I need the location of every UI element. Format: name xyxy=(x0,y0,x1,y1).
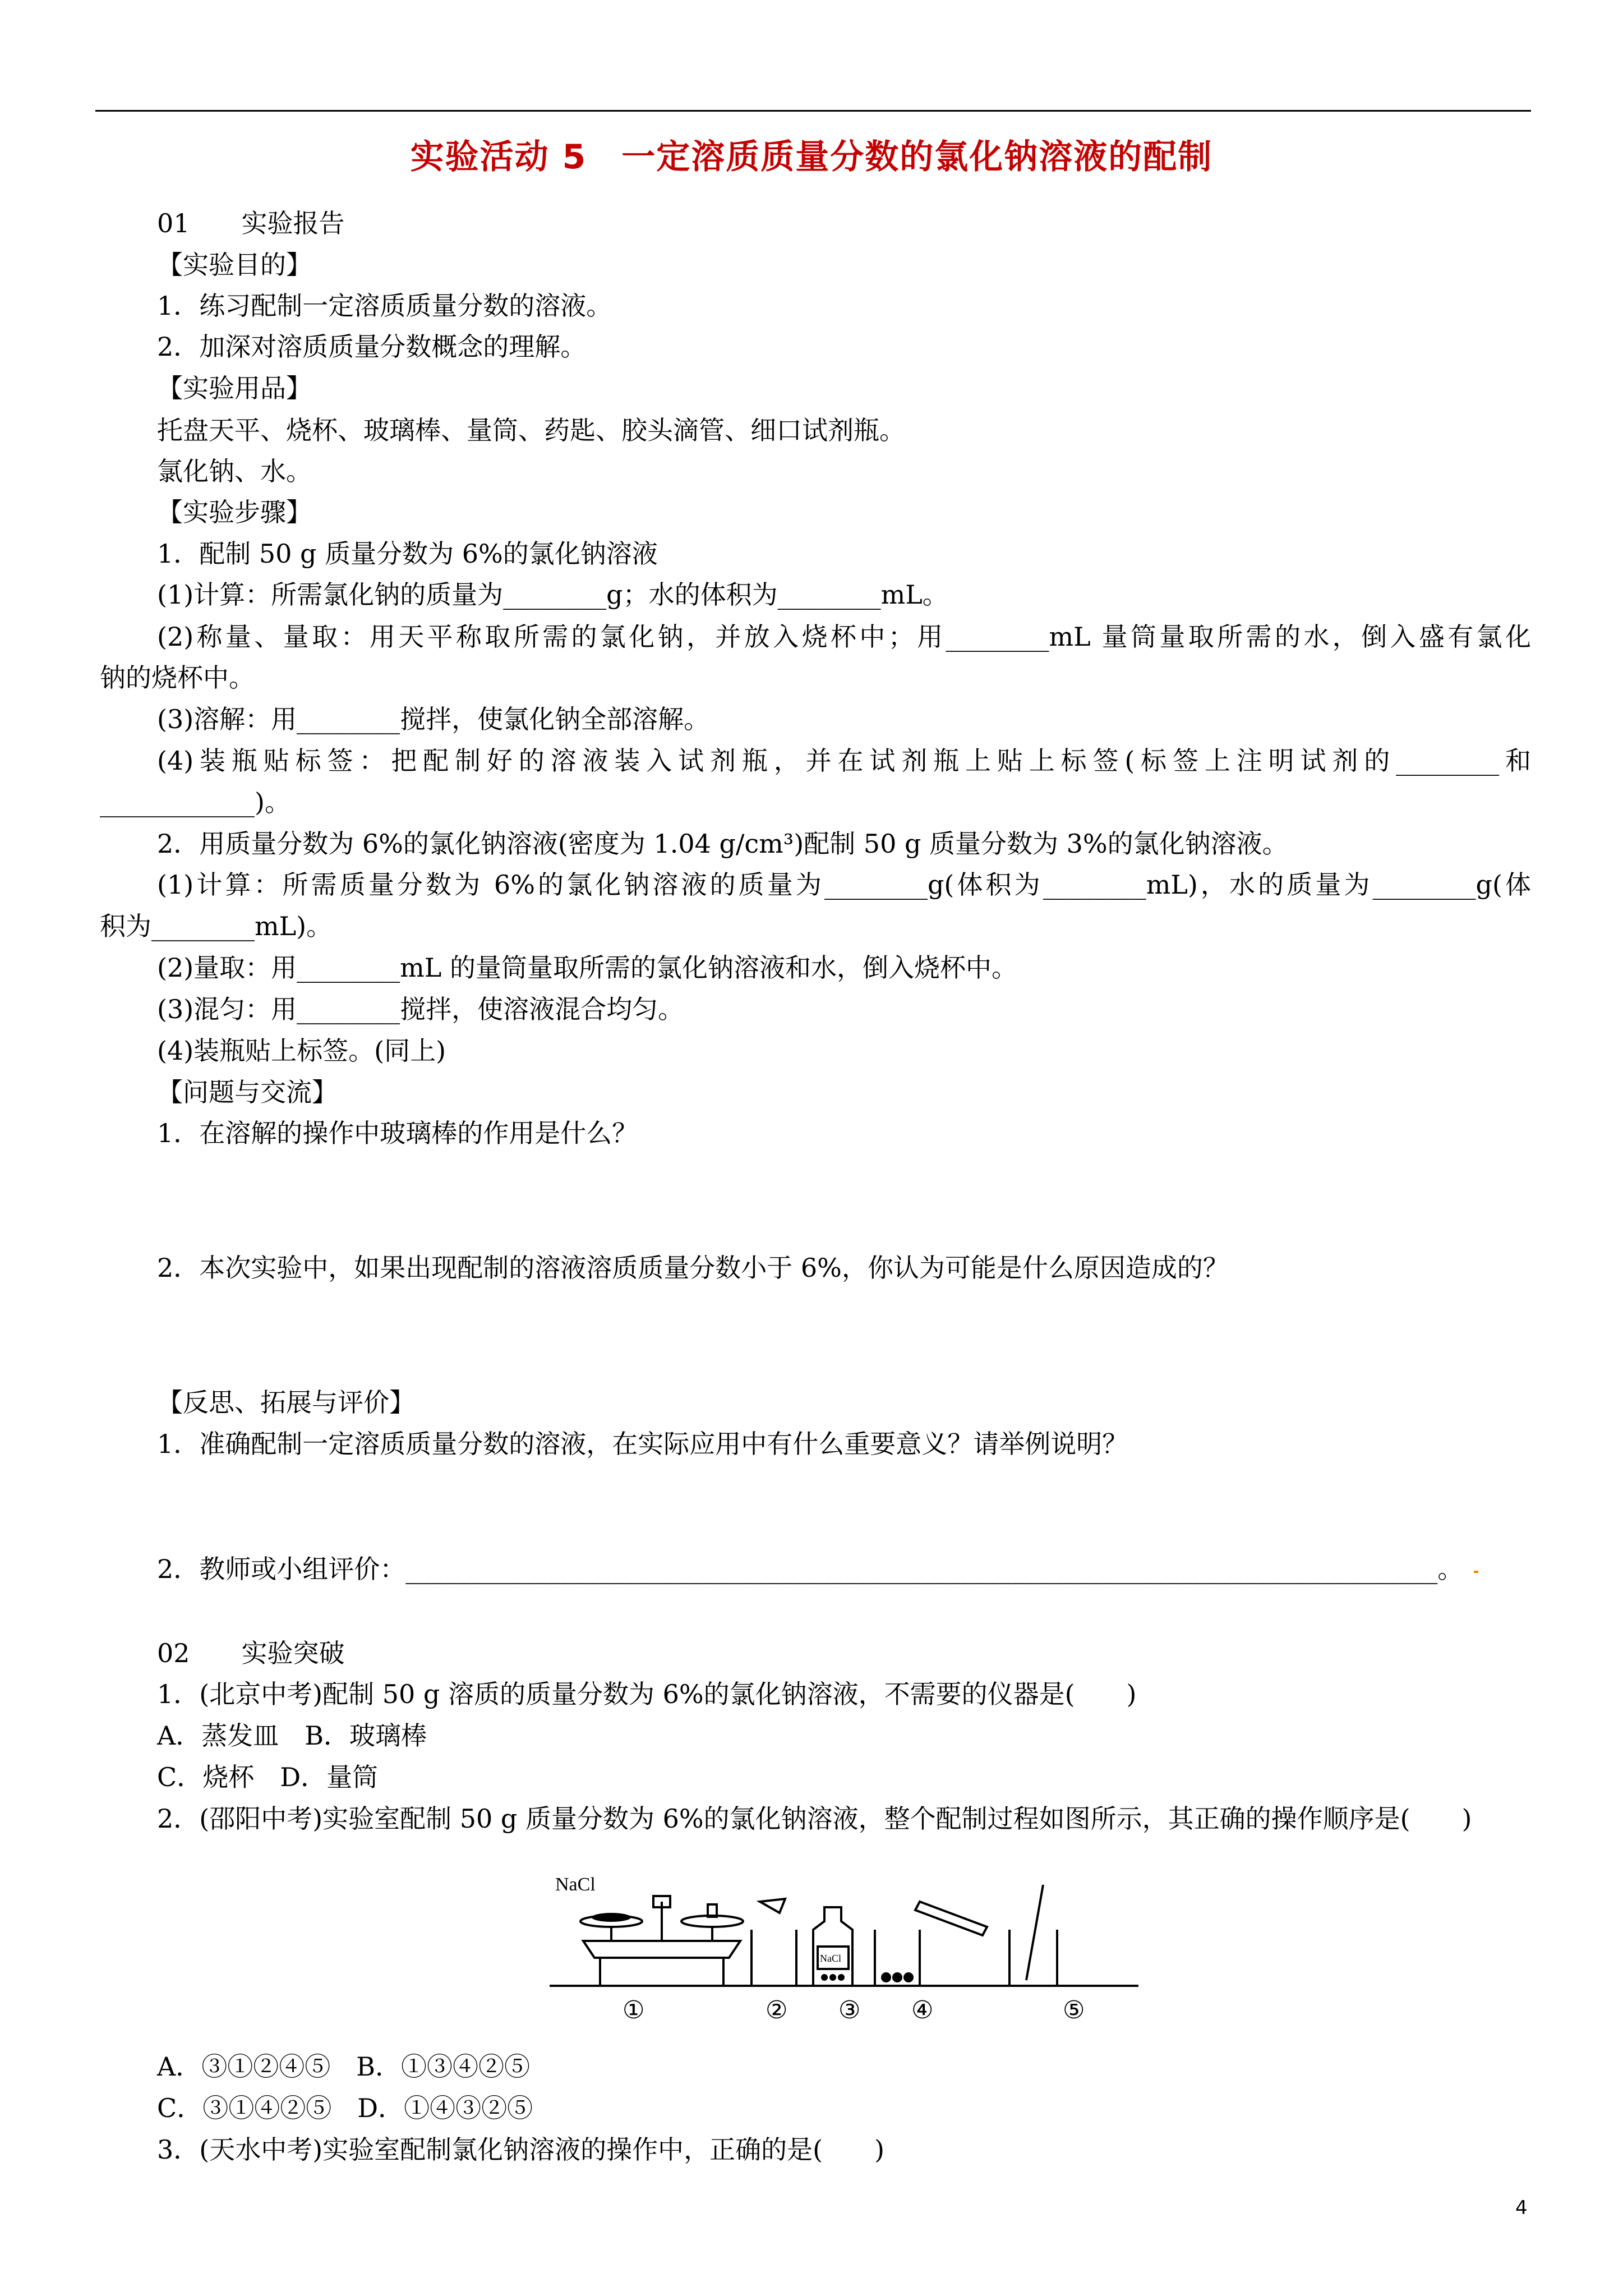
heading-reflect: 【反思、拓展与评价】 xyxy=(157,1387,415,1418)
figure-bottle-label: NaCl xyxy=(820,1953,841,1964)
step-2-3: (3)混匀：用________搅拌，使溶液混合均匀。 xyxy=(157,994,684,1024)
figure-label-2: ② xyxy=(766,1996,788,2024)
exercise-1: 1．(北京中考)配制 50 g 溶质的质量分数为 6%的氯化钠溶液，不需要的仪器是( ) xyxy=(157,1679,1137,1709)
exercise-2-options-ab: A．③①②④⑤ B．①③④②⑤ xyxy=(157,2051,531,2082)
heading-supplies: 【实验用品】 xyxy=(157,373,312,403)
purpose-item-2: 2．加深对溶质质量分数概念的理解。 xyxy=(157,332,587,362)
step-1-3: (3)溶解：用________搅拌，使氯化钠全部溶解。 xyxy=(157,704,710,734)
section-02-heading: 02 实验突破 xyxy=(157,1638,345,1668)
step-1-1: (1)计算：所需氯化钠的质量为________g；水的体积为________mL。 xyxy=(157,579,948,610)
reflect-2-evaluation: 2．教师或小组评价：________________________________________________________________________________。 xyxy=(157,1554,1464,1584)
heading-qa: 【问题与交流】 xyxy=(157,1077,338,1107)
step-1-2-line1: (2)称量、量取：用天平称取所需的氯化钠，并放入烧杯中；用________mL 量筒量取所需的水，倒入盛有氯化 xyxy=(157,622,1531,652)
figure-label-5: ⑤ xyxy=(1063,1996,1085,2024)
page-number: 4 xyxy=(1515,2197,1528,2219)
step-1-2-line2: 钠的烧杯中。 xyxy=(100,662,255,693)
exercise-1-options-ab: A．蒸发皿 B．玻璃棒 xyxy=(157,1720,427,1751)
figure-label-4: ④ xyxy=(911,1996,934,2024)
supplies-reagents: 氯化钠、水。 xyxy=(157,456,312,486)
exercise-1-options-cd: C．烧杯 D．量筒 xyxy=(157,1762,379,1792)
heading-purpose: 【实验目的】 xyxy=(157,250,312,280)
figure-nacl-label: NaCl xyxy=(555,1874,596,1895)
figure-label-3: ③ xyxy=(838,1996,861,2024)
exercise-2-options-cd: C．③①④②⑤ D．①④③②⑤ xyxy=(157,2093,533,2123)
question-1: 1．在溶解的操作中玻璃棒的作用是什么？ xyxy=(157,1118,638,1148)
step-2-2: (2)量取：用________mL 的量筒量取所需的氯化钠溶液和水，倒入烧杯中。 xyxy=(157,953,1017,983)
figure-label-1: ① xyxy=(623,1996,645,2024)
heading-steps: 【实验步骤】 xyxy=(157,497,312,527)
section-01-heading: 01 实验报告 xyxy=(157,208,345,238)
stray-mark xyxy=(1474,1571,1478,1573)
exercise-3: 3．(天水中考)实验室配制氯化钠溶液的操作中，正确的是( ) xyxy=(157,2134,885,2165)
purpose-item-1: 1．练习配制一定溶质质量分数的溶液。 xyxy=(157,291,612,321)
step-2-title: 2．用质量分数为 6%的氯化钠溶液(密度为 1.04 g/cm³)配制 50 g 质量分数为 3%的氯化钠溶液。 xyxy=(157,829,1288,859)
question-2: 2．本次实验中，如果出现配制的溶液溶质质量分数小于 6%，你认为可能是什么原因造成的？ xyxy=(157,1253,1229,1283)
header-rule xyxy=(95,110,1531,112)
step-2-1-line1: (1)计算：所需质量分数为 6%的氯化钠溶液的质量为________g(体积为________mL)，水的质量为________g(体 xyxy=(157,869,1531,900)
reflect-1: 1．准确配制一定溶质质量分数的溶液，在实际应用中有什么重要意义？请举例说明？ xyxy=(157,1429,1128,1459)
page-title: 实验活动 5 一定溶质质量分数的氯化钠溶液的配制 xyxy=(410,137,1213,177)
step-2-4: (4)装瓶贴上标签。(同上) xyxy=(157,1036,446,1066)
step-1-4-line2: ____________)。 xyxy=(100,787,291,817)
exercise-2: 2．(邵阳中考)实验室配制 50 g 质量分数为 6%的氯化钠溶液，整个配制过程如图所示，其正确的操作顺序是( ) xyxy=(157,1803,1472,1834)
step-1-4-line1: (4)装瓶贴标签：把配制好的溶液装入试剂瓶，并在试剂瓶上贴上标签(标签上注明试剂的________和 xyxy=(157,746,1531,776)
step-2-1-line2: 积为________mL)。 xyxy=(100,911,333,941)
step-1-title: 1．配制 50 g 质量分数为 6%的氯化钠溶液 xyxy=(157,539,658,569)
supplies-instruments: 托盘天平、烧杯、玻璃棒、量筒、药匙、胶头滴管、细口试剂瓶。 xyxy=(157,415,905,445)
